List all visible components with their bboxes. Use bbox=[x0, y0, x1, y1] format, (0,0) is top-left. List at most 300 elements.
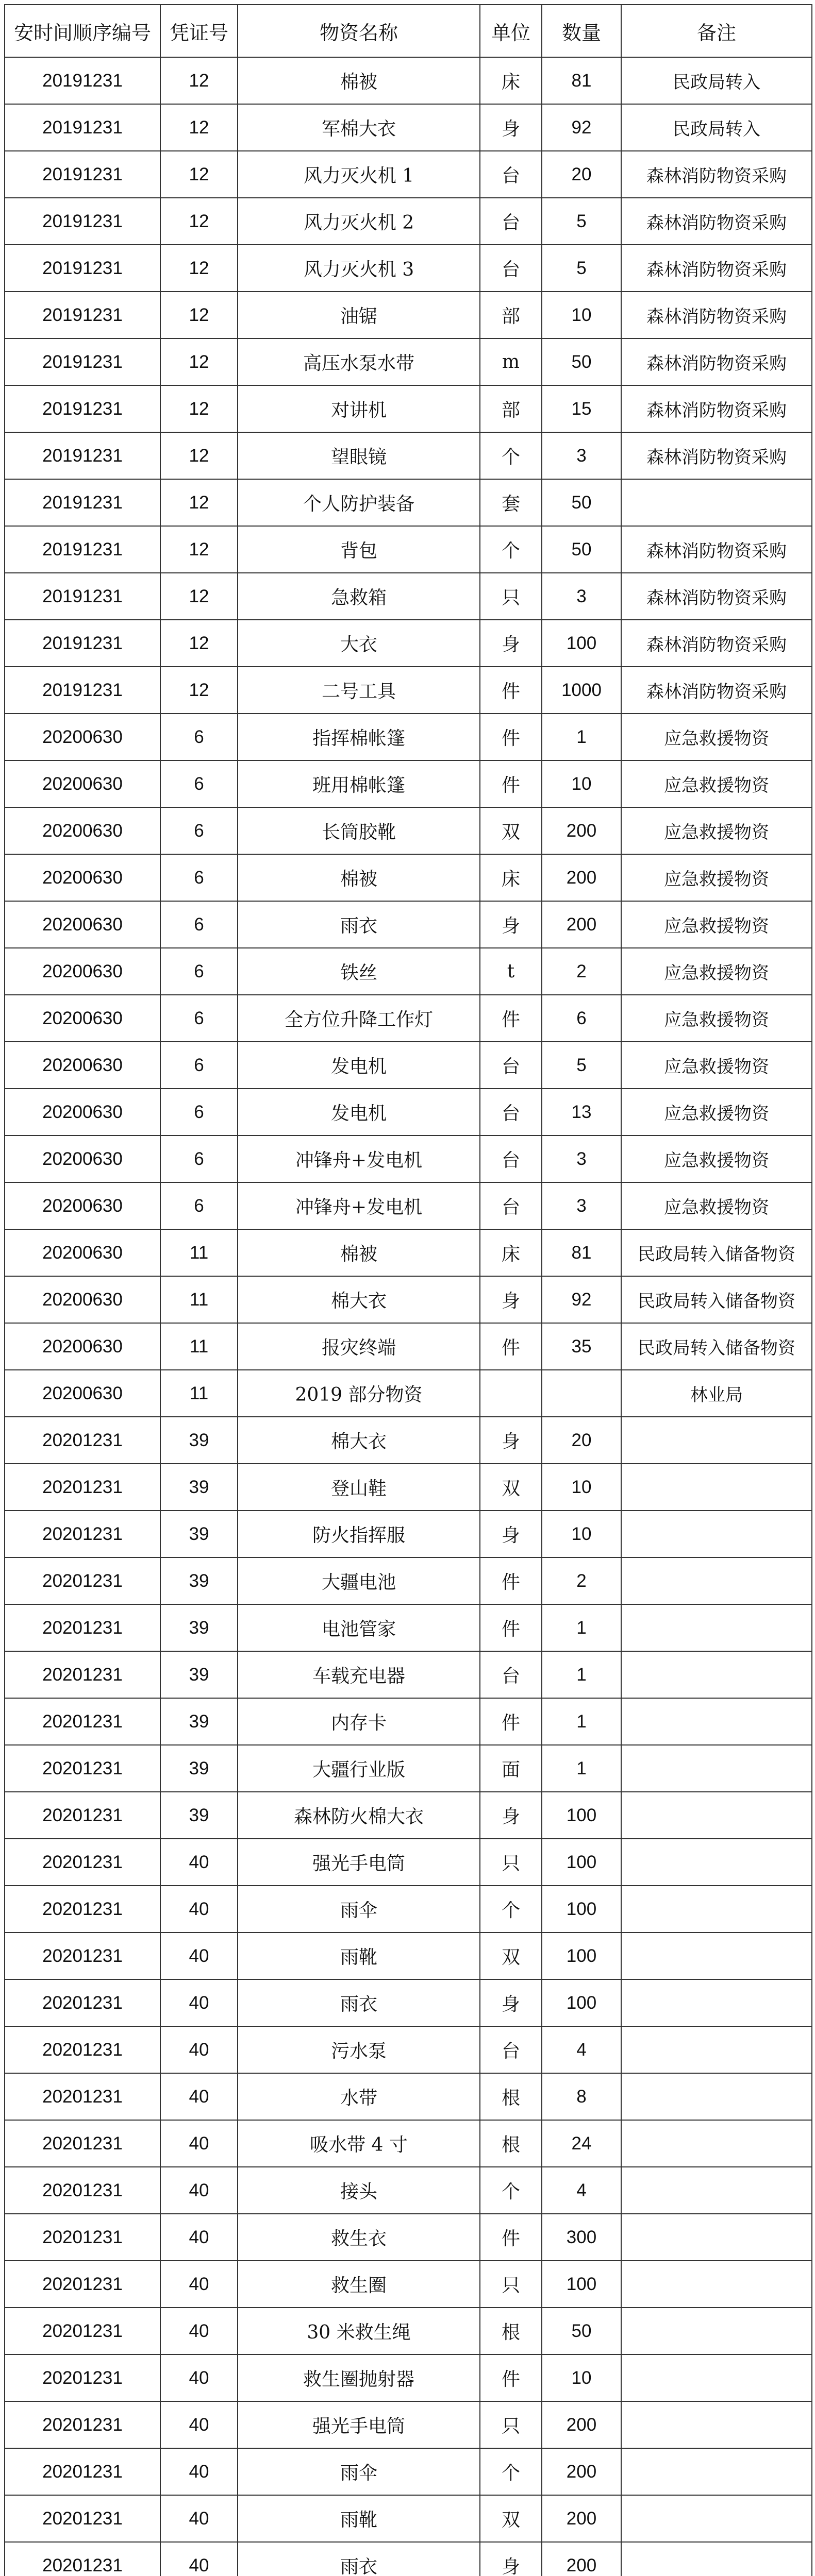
cell-material-name: 雨伞 bbox=[238, 2448, 480, 2495]
table-row bbox=[5, 760, 812, 807]
cell-material-name: 棉被 bbox=[238, 1229, 480, 1276]
cell-quantity: 200 bbox=[542, 807, 621, 854]
cell-unit: 身 bbox=[480, 1276, 542, 1323]
table-row bbox=[5, 2401, 812, 2448]
cell-sequence-number: 20201231 bbox=[5, 1745, 160, 1792]
cell-quantity: 8 bbox=[542, 2073, 621, 2120]
cell-sequence-number: 20200630 bbox=[5, 1229, 160, 1276]
cell-sequence-number: 20200630 bbox=[5, 714, 160, 760]
table-row bbox=[5, 1370, 812, 1417]
cell-remark bbox=[621, 2542, 812, 2576]
cell-material-name: 电池管家 bbox=[238, 1604, 480, 1651]
cell-material-name: 高压水泵水带 bbox=[238, 338, 480, 385]
cell-unit: m bbox=[480, 338, 542, 385]
cell-material-name: 2019 部分物资 bbox=[238, 1370, 480, 1417]
cell-remark bbox=[621, 2214, 812, 2261]
cell-unit: 身 bbox=[480, 104, 542, 151]
cell-sequence-number: 20200630 bbox=[5, 1042, 160, 1089]
cell-voucher-number: 11 bbox=[160, 1276, 238, 1323]
cell-voucher-number: 12 bbox=[160, 292, 238, 338]
cell-material-name: 风力灭火机 3 bbox=[238, 245, 480, 292]
table-row bbox=[5, 1933, 812, 1979]
cell-sequence-number: 20200630 bbox=[5, 1323, 160, 1370]
cell-remark bbox=[621, 2308, 812, 2354]
table-row bbox=[5, 2261, 812, 2308]
cell-remark bbox=[621, 1886, 812, 1933]
table-row bbox=[5, 1604, 812, 1651]
cell-unit: 只 bbox=[480, 2261, 542, 2308]
cell-remark bbox=[621, 1604, 812, 1651]
cell-voucher-number: 6 bbox=[160, 807, 238, 854]
cell-unit: 床 bbox=[480, 1229, 542, 1276]
table-row bbox=[5, 1511, 812, 1557]
cell-quantity: 200 bbox=[542, 2495, 621, 2542]
cell-remark: 应急救援物资 bbox=[621, 1136, 812, 1182]
header-remark: 备注 bbox=[621, 5, 812, 57]
cell-sequence-number: 20200630 bbox=[5, 901, 160, 948]
cell-remark bbox=[621, 1698, 812, 1745]
cell-voucher-number: 40 bbox=[160, 2026, 238, 2073]
cell-voucher-number: 12 bbox=[160, 198, 238, 245]
cell-voucher-number: 12 bbox=[160, 432, 238, 479]
cell-quantity: 24 bbox=[542, 2120, 621, 2167]
cell-quantity: 1000 bbox=[542, 667, 621, 714]
cell-quantity: 4 bbox=[542, 2026, 621, 2073]
cell-unit: 面 bbox=[480, 1745, 542, 1792]
cell-quantity: 200 bbox=[542, 901, 621, 948]
cell-quantity: 1 bbox=[542, 1651, 621, 1698]
cell-material-name: 棉大衣 bbox=[238, 1276, 480, 1323]
cell-material-name: 雨衣 bbox=[238, 2542, 480, 2576]
cell-remark: 应急救援物资 bbox=[621, 760, 812, 807]
table-row bbox=[5, 714, 812, 760]
table-row bbox=[5, 1839, 812, 1886]
cell-sequence-number: 20200630 bbox=[5, 1136, 160, 1182]
cell-quantity: 3 bbox=[542, 1182, 621, 1229]
cell-remark bbox=[621, 2167, 812, 2214]
table-row bbox=[5, 995, 812, 1042]
cell-sequence-number: 20191231 bbox=[5, 151, 160, 198]
cell-sequence-number: 20201231 bbox=[5, 2448, 160, 2495]
table-row bbox=[5, 1276, 812, 1323]
cell-voucher-number: 12 bbox=[160, 57, 238, 104]
cell-unit: 件 bbox=[480, 2354, 542, 2401]
inventory-sheet bbox=[4, 4, 811, 2576]
cell-remark bbox=[621, 479, 812, 526]
cell-voucher-number: 11 bbox=[160, 1370, 238, 1417]
cell-remark bbox=[621, 2026, 812, 2073]
cell-quantity: 20 bbox=[542, 1417, 621, 1464]
cell-material-name: 报灾终端 bbox=[238, 1323, 480, 1370]
table-row bbox=[5, 1464, 812, 1511]
table-row bbox=[5, 667, 812, 714]
table-row bbox=[5, 1745, 812, 1792]
cell-material-name: 内存卡 bbox=[238, 1698, 480, 1745]
cell-quantity: 1 bbox=[542, 1604, 621, 1651]
cell-quantity: 100 bbox=[542, 1886, 621, 1933]
cell-quantity: 4 bbox=[542, 2167, 621, 2214]
cell-remark bbox=[621, 1511, 812, 1557]
table-row bbox=[5, 901, 812, 948]
cell-remark bbox=[621, 2073, 812, 2120]
cell-quantity: 200 bbox=[542, 854, 621, 901]
cell-voucher-number: 40 bbox=[160, 2448, 238, 2495]
cell-remark bbox=[621, 1651, 812, 1698]
materials-table bbox=[4, 4, 812, 2576]
cell-unit: 个 bbox=[480, 432, 542, 479]
cell-quantity: 100 bbox=[542, 1979, 621, 2026]
cell-remark: 森林消防物资采购 bbox=[621, 245, 812, 292]
cell-remark bbox=[621, 2120, 812, 2167]
table-row bbox=[5, 151, 812, 198]
cell-remark: 应急救援物资 bbox=[621, 807, 812, 854]
cell-remark: 森林消防物资采购 bbox=[621, 667, 812, 714]
cell-sequence-number: 20191231 bbox=[5, 667, 160, 714]
cell-unit bbox=[480, 1370, 542, 1417]
table-row bbox=[5, 1979, 812, 2026]
cell-voucher-number: 40 bbox=[160, 1933, 238, 1979]
table-row bbox=[5, 2214, 812, 2261]
cell-voucher-number: 40 bbox=[160, 2354, 238, 2401]
cell-voucher-number: 6 bbox=[160, 854, 238, 901]
cell-unit: 件 bbox=[480, 760, 542, 807]
table-row bbox=[5, 479, 812, 526]
table-row bbox=[5, 292, 812, 338]
cell-sequence-number: 20201231 bbox=[5, 2214, 160, 2261]
header-quantity: 数量 bbox=[542, 5, 621, 57]
cell-sequence-number: 20191231 bbox=[5, 385, 160, 432]
header-sequence-number: 安时间顺序编号 bbox=[5, 5, 160, 57]
cell-remark: 应急救援物资 bbox=[621, 901, 812, 948]
cell-sequence-number: 20191231 bbox=[5, 432, 160, 479]
cell-unit: 台 bbox=[480, 2026, 542, 2073]
cell-voucher-number: 39 bbox=[160, 1698, 238, 1745]
cell-quantity: 100 bbox=[542, 2261, 621, 2308]
cell-material-name: 背包 bbox=[238, 526, 480, 573]
cell-quantity: 200 bbox=[542, 2401, 621, 2448]
cell-voucher-number: 40 bbox=[160, 2261, 238, 2308]
cell-sequence-number: 20201231 bbox=[5, 2026, 160, 2073]
cell-material-name: 车载充电器 bbox=[238, 1651, 480, 1698]
cell-unit: 件 bbox=[480, 1698, 542, 1745]
table-row bbox=[5, 573, 812, 620]
cell-unit: 个 bbox=[480, 1886, 542, 1933]
table-row bbox=[5, 245, 812, 292]
cell-quantity: 92 bbox=[542, 1276, 621, 1323]
cell-remark: 应急救援物资 bbox=[621, 948, 812, 995]
cell-quantity: 5 bbox=[542, 1042, 621, 1089]
table-row bbox=[5, 2026, 812, 2073]
cell-sequence-number: 20201231 bbox=[5, 1651, 160, 1698]
cell-voucher-number: 40 bbox=[160, 2308, 238, 2354]
cell-voucher-number: 6 bbox=[160, 760, 238, 807]
cell-material-name: 强光手电筒 bbox=[238, 1839, 480, 1886]
table-body bbox=[5, 57, 812, 2576]
cell-unit: 部 bbox=[480, 385, 542, 432]
cell-voucher-number: 12 bbox=[160, 667, 238, 714]
cell-quantity: 50 bbox=[542, 338, 621, 385]
table-row bbox=[5, 807, 812, 854]
cell-remark: 林业局 bbox=[621, 1370, 812, 1417]
cell-unit: 件 bbox=[480, 1323, 542, 1370]
cell-quantity bbox=[542, 1370, 621, 1417]
cell-material-name: 指挥棉帐篷 bbox=[238, 714, 480, 760]
cell-material-name: 棉被 bbox=[238, 854, 480, 901]
cell-unit: 身 bbox=[480, 1792, 542, 1839]
cell-remark bbox=[621, 2261, 812, 2308]
cell-quantity: 2 bbox=[542, 1557, 621, 1604]
cell-remark bbox=[621, 2448, 812, 2495]
cell-material-name: 大疆电池 bbox=[238, 1557, 480, 1604]
cell-voucher-number: 6 bbox=[160, 1042, 238, 1089]
cell-remark: 民政局转入储备物资 bbox=[621, 1276, 812, 1323]
table-row bbox=[5, 948, 812, 995]
cell-remark: 森林消防物资采购 bbox=[621, 432, 812, 479]
cell-quantity: 10 bbox=[542, 760, 621, 807]
cell-unit: 台 bbox=[480, 198, 542, 245]
cell-material-name: 救生衣 bbox=[238, 2214, 480, 2261]
cell-sequence-number: 20191231 bbox=[5, 292, 160, 338]
cell-voucher-number: 39 bbox=[160, 1651, 238, 1698]
cell-unit: 件 bbox=[480, 667, 542, 714]
table-row bbox=[5, 2354, 812, 2401]
cell-unit: 床 bbox=[480, 57, 542, 104]
cell-sequence-number: 20200630 bbox=[5, 1182, 160, 1229]
cell-sequence-number: 20201231 bbox=[5, 1839, 160, 1886]
cell-material-name: 二号工具 bbox=[238, 667, 480, 714]
cell-quantity: 1 bbox=[542, 1745, 621, 1792]
cell-remark bbox=[621, 1417, 812, 1464]
table-row bbox=[5, 104, 812, 151]
cell-remark: 应急救援物资 bbox=[621, 1089, 812, 1136]
cell-sequence-number: 20200630 bbox=[5, 1276, 160, 1323]
cell-unit: 个 bbox=[480, 2448, 542, 2495]
table-row bbox=[5, 1651, 812, 1698]
cell-sequence-number: 20201231 bbox=[5, 2308, 160, 2354]
cell-unit: 台 bbox=[480, 1136, 542, 1182]
cell-sequence-number: 20200630 bbox=[5, 807, 160, 854]
cell-material-name: 全方位升降工作灯 bbox=[238, 995, 480, 1042]
cell-quantity: 10 bbox=[542, 1464, 621, 1511]
cell-voucher-number: 40 bbox=[160, 2120, 238, 2167]
cell-sequence-number: 20191231 bbox=[5, 57, 160, 104]
cell-unit: 件 bbox=[480, 1604, 542, 1651]
table-row bbox=[5, 2448, 812, 2495]
table-row bbox=[5, 1698, 812, 1745]
table-row bbox=[5, 2167, 812, 2214]
cell-sequence-number: 20201231 bbox=[5, 1557, 160, 1604]
cell-material-name: 森林防火棉大衣 bbox=[238, 1792, 480, 1839]
cell-material-name: 大疆行业版 bbox=[238, 1745, 480, 1792]
cell-sequence-number: 20200630 bbox=[5, 948, 160, 995]
cell-voucher-number: 12 bbox=[160, 151, 238, 198]
cell-voucher-number: 12 bbox=[160, 479, 238, 526]
cell-voucher-number: 6 bbox=[160, 901, 238, 948]
cell-sequence-number: 20201231 bbox=[5, 2261, 160, 2308]
cell-sequence-number: 20201231 bbox=[5, 2120, 160, 2167]
cell-sequence-number: 20201231 bbox=[5, 2542, 160, 2576]
cell-quantity: 10 bbox=[542, 2354, 621, 2401]
table-row bbox=[5, 2120, 812, 2167]
cell-material-name: 长筒胶靴 bbox=[238, 807, 480, 854]
cell-voucher-number: 40 bbox=[160, 2542, 238, 2576]
cell-sequence-number: 20201231 bbox=[5, 1698, 160, 1745]
cell-sequence-number: 20201231 bbox=[5, 1792, 160, 1839]
cell-remark bbox=[621, 1839, 812, 1886]
cell-quantity: 81 bbox=[542, 57, 621, 104]
table-row bbox=[5, 1089, 812, 1136]
cell-voucher-number: 40 bbox=[160, 2401, 238, 2448]
cell-quantity: 3 bbox=[542, 432, 621, 479]
cell-unit: 床 bbox=[480, 854, 542, 901]
cell-quantity: 3 bbox=[542, 573, 621, 620]
cell-remark: 民政局转入 bbox=[621, 57, 812, 104]
cell-unit: 件 bbox=[480, 995, 542, 1042]
cell-sequence-number: 20191231 bbox=[5, 104, 160, 151]
cell-material-name: 雨伞 bbox=[238, 1886, 480, 1933]
cell-sequence-number: 20191231 bbox=[5, 479, 160, 526]
cell-voucher-number: 40 bbox=[160, 2167, 238, 2214]
table-row bbox=[5, 620, 812, 667]
cell-material-name: 吸水带 4 寸 bbox=[238, 2120, 480, 2167]
table-row bbox=[5, 2308, 812, 2354]
table-row bbox=[5, 526, 812, 573]
table-row bbox=[5, 1182, 812, 1229]
header-voucher-number: 凭证号 bbox=[160, 5, 238, 57]
cell-remark: 应急救援物资 bbox=[621, 995, 812, 1042]
table-row bbox=[5, 57, 812, 104]
cell-remark: 森林消防物资采购 bbox=[621, 526, 812, 573]
cell-quantity: 10 bbox=[542, 292, 621, 338]
cell-quantity: 200 bbox=[542, 2542, 621, 2576]
cell-sequence-number: 20201231 bbox=[5, 1464, 160, 1511]
cell-quantity: 13 bbox=[542, 1089, 621, 1136]
cell-remark bbox=[621, 1933, 812, 1979]
cell-quantity: 81 bbox=[542, 1229, 621, 1276]
cell-remark: 应急救援物资 bbox=[621, 714, 812, 760]
header-row bbox=[5, 5, 812, 57]
cell-unit: 根 bbox=[480, 2073, 542, 2120]
cell-material-name: 棉大衣 bbox=[238, 1417, 480, 1464]
cell-voucher-number: 40 bbox=[160, 2214, 238, 2261]
cell-material-name: 急救箱 bbox=[238, 573, 480, 620]
cell-material-name: 救生圈 bbox=[238, 2261, 480, 2308]
cell-sequence-number: 20201231 bbox=[5, 2401, 160, 2448]
cell-quantity: 20 bbox=[542, 151, 621, 198]
cell-sequence-number: 20201231 bbox=[5, 1933, 160, 1979]
cell-unit: 双 bbox=[480, 1933, 542, 1979]
cell-sequence-number: 20201231 bbox=[5, 2495, 160, 2542]
cell-remark: 森林消防物资采购 bbox=[621, 151, 812, 198]
table-row bbox=[5, 385, 812, 432]
cell-sequence-number: 20200630 bbox=[5, 854, 160, 901]
cell-unit: 件 bbox=[480, 1557, 542, 1604]
cell-sequence-number: 20200630 bbox=[5, 1089, 160, 1136]
cell-voucher-number: 12 bbox=[160, 104, 238, 151]
cell-material-name: 油锯 bbox=[238, 292, 480, 338]
cell-material-name: 个人防护装备 bbox=[238, 479, 480, 526]
cell-unit: t bbox=[480, 948, 542, 995]
cell-material-name: 30 米救生绳 bbox=[238, 2308, 480, 2354]
table-row bbox=[5, 1042, 812, 1089]
cell-voucher-number: 12 bbox=[160, 385, 238, 432]
cell-remark: 森林消防物资采购 bbox=[621, 292, 812, 338]
cell-remark bbox=[621, 1464, 812, 1511]
cell-sequence-number: 20191231 bbox=[5, 198, 160, 245]
table-row bbox=[5, 432, 812, 479]
cell-material-name: 铁丝 bbox=[238, 948, 480, 995]
cell-sequence-number: 20201231 bbox=[5, 2073, 160, 2120]
cell-remark: 森林消防物资采购 bbox=[621, 620, 812, 667]
table-row bbox=[5, 2073, 812, 2120]
cell-voucher-number: 39 bbox=[160, 1792, 238, 1839]
cell-unit: 身 bbox=[480, 1417, 542, 1464]
cell-unit: 件 bbox=[480, 2214, 542, 2261]
table-row bbox=[5, 854, 812, 901]
cell-material-name: 班用棉帐篷 bbox=[238, 760, 480, 807]
cell-quantity: 100 bbox=[542, 620, 621, 667]
cell-material-name: 雨靴 bbox=[238, 2495, 480, 2542]
cell-material-name: 雨衣 bbox=[238, 1979, 480, 2026]
table-row bbox=[5, 198, 812, 245]
cell-quantity: 100 bbox=[542, 1933, 621, 1979]
cell-quantity: 5 bbox=[542, 198, 621, 245]
cell-unit: 台 bbox=[480, 1042, 542, 1089]
cell-quantity: 1 bbox=[542, 1698, 621, 1745]
cell-material-name: 望眼镜 bbox=[238, 432, 480, 479]
cell-sequence-number: 20201231 bbox=[5, 1979, 160, 2026]
cell-voucher-number: 6 bbox=[160, 1182, 238, 1229]
cell-quantity: 300 bbox=[542, 2214, 621, 2261]
cell-material-name: 棉被 bbox=[238, 57, 480, 104]
cell-material-name: 风力灭火机 1 bbox=[238, 151, 480, 198]
cell-remark: 民政局转入 bbox=[621, 104, 812, 151]
header-material-name: 物资名称 bbox=[238, 5, 480, 57]
cell-voucher-number: 40 bbox=[160, 1839, 238, 1886]
cell-voucher-number: 6 bbox=[160, 995, 238, 1042]
cell-voucher-number: 39 bbox=[160, 1745, 238, 1792]
cell-quantity: 35 bbox=[542, 1323, 621, 1370]
cell-sequence-number: 20200630 bbox=[5, 760, 160, 807]
cell-material-name: 雨靴 bbox=[238, 1933, 480, 1979]
cell-remark bbox=[621, 2354, 812, 2401]
cell-unit: 个 bbox=[480, 526, 542, 573]
table-row bbox=[5, 1229, 812, 1276]
cell-voucher-number: 6 bbox=[160, 948, 238, 995]
cell-remark bbox=[621, 1745, 812, 1792]
cell-voucher-number: 40 bbox=[160, 2495, 238, 2542]
cell-unit: 台 bbox=[480, 1651, 542, 1698]
cell-sequence-number: 20201231 bbox=[5, 1604, 160, 1651]
cell-quantity: 3 bbox=[542, 1136, 621, 1182]
cell-unit: 件 bbox=[480, 714, 542, 760]
cell-material-name: 雨衣 bbox=[238, 901, 480, 948]
cell-remark: 民政局转入储备物资 bbox=[621, 1229, 812, 1276]
cell-voucher-number: 40 bbox=[160, 2073, 238, 2120]
cell-remark bbox=[621, 1557, 812, 1604]
cell-quantity: 50 bbox=[542, 2308, 621, 2354]
cell-material-name: 发电机 bbox=[238, 1042, 480, 1089]
cell-voucher-number: 6 bbox=[160, 1089, 238, 1136]
table-row bbox=[5, 338, 812, 385]
cell-quantity: 6 bbox=[542, 995, 621, 1042]
cell-quantity: 92 bbox=[542, 104, 621, 151]
cell-remark bbox=[621, 1979, 812, 2026]
cell-remark: 民政局转入储备物资 bbox=[621, 1323, 812, 1370]
cell-material-name: 污水泵 bbox=[238, 2026, 480, 2073]
cell-material-name: 救生圈抛射器 bbox=[238, 2354, 480, 2401]
cell-quantity: 10 bbox=[542, 1511, 621, 1557]
